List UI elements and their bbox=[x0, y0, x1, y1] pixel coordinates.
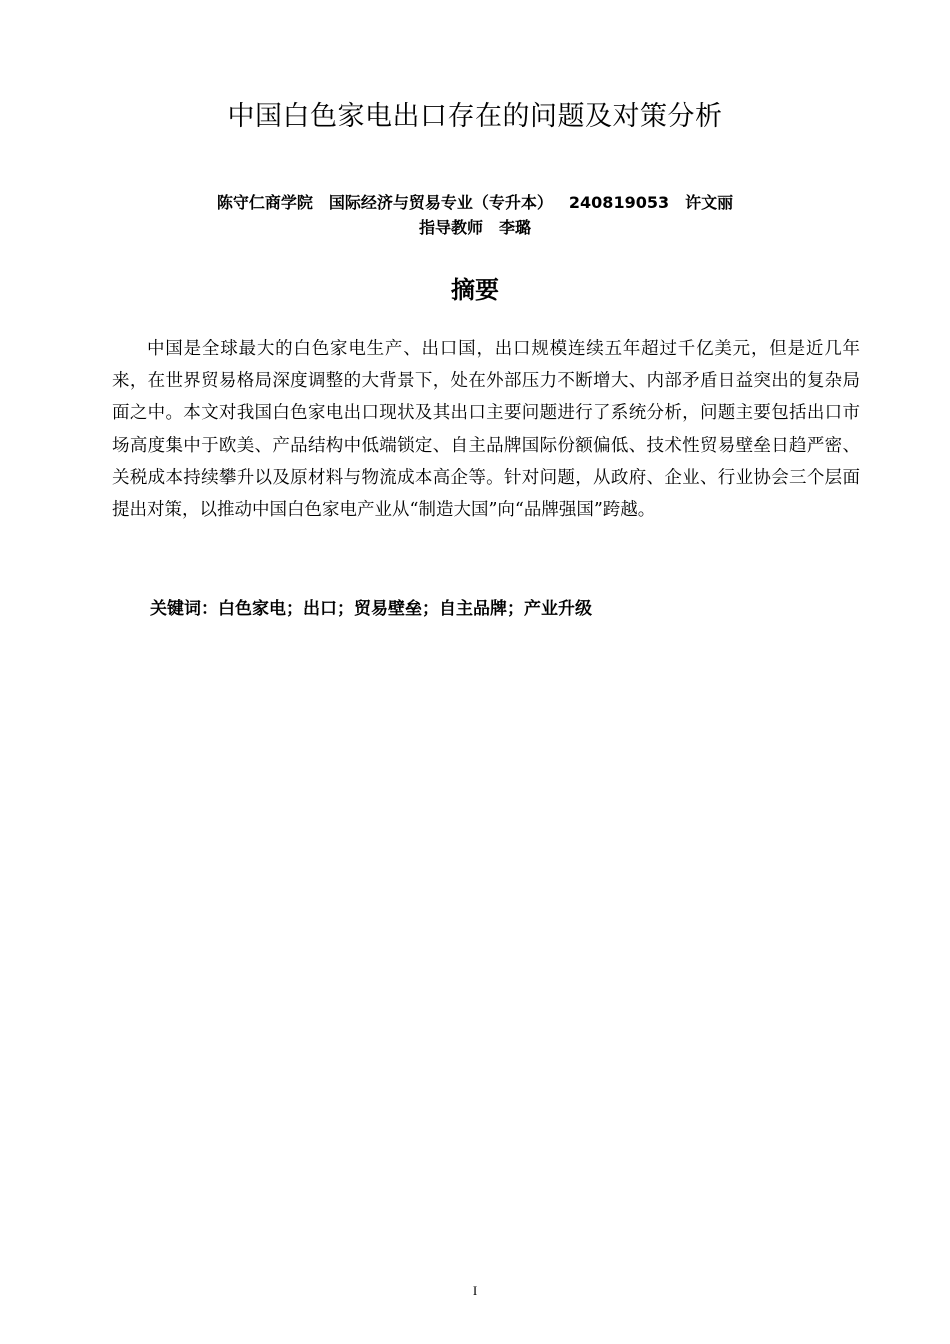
abstract-heading: 摘要 bbox=[451, 276, 499, 304]
keywords-line: 关键词：白色家电；出口；贸易壁垒；自主品牌；产业升级 bbox=[150, 599, 592, 619]
abstract-body: 中国是全球最大的白色家电生产、出口国，出口规模连续五年超过千亿美元，但是近几年来，在世界贸易格局深度调整的大背景下，处在外部压力不断增大、内部矛盾日益突出的复杂局面之中。本文对我国白色家电出口现状及其出口主要问题进行了系统分析，问题主要包括出口市场高度集中于欧美、产品结构中低端锁定、自主品牌国际份额偏低、技术性贸易壁垒日趋严密、关税成本持续攀升以及原材料与物流成本高企等。针对问题，从政府、企业、行业协会三个层面提出对策，以推动中国白色家电产业从“制造大国”向“品牌强国”跨越。 bbox=[112, 339, 860, 521]
advisor-line bbox=[0, 216, 950, 240]
page-number: I bbox=[472, 1283, 478, 1298]
author-line bbox=[0, 191, 950, 215]
author-school: 陈守仁商学院 bbox=[216, 193, 313, 212]
author-student-id: 240819053 bbox=[568, 193, 670, 212]
author-name: 许文丽 bbox=[685, 193, 734, 212]
paper-title: 中国白色家电出口存在的问题及对策分析 bbox=[227, 101, 723, 132]
advisor-name: 李璐 bbox=[499, 218, 532, 237]
author-major: 国际经济与贸易专业（专升本） bbox=[328, 193, 553, 212]
advisor-label: 指导教师 bbox=[418, 218, 483, 237]
